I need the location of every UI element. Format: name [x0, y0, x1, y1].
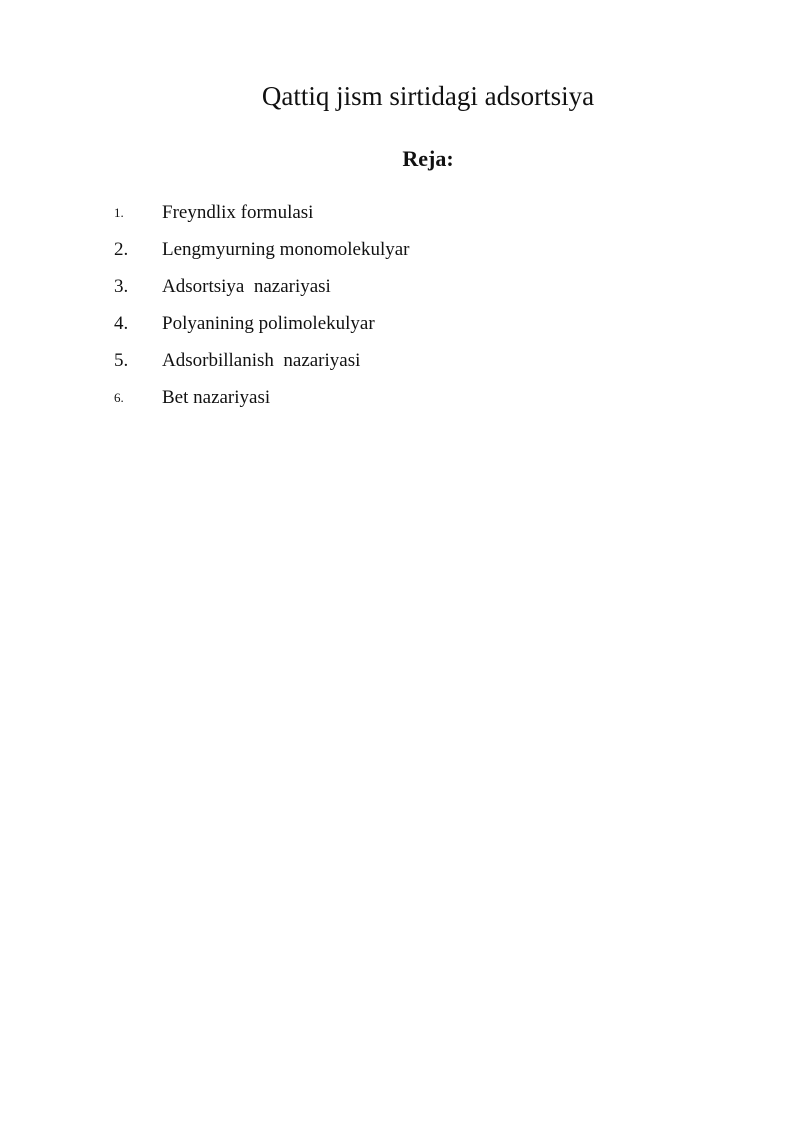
plan-item-number: 4.: [114, 313, 129, 334]
plan-item: [0, 385, 800, 411]
plan-heading: Reja:: [402, 146, 454, 171]
plan-item-text: Adsortsiya nazariyasi: [162, 276, 331, 297]
plan-item-number: 6.: [114, 390, 124, 405]
plan-item: [0, 311, 800, 337]
plan-item-text: Lengmyurning monomolekulyar: [162, 239, 410, 260]
plan-item-text: Freyndlix formulasi: [162, 202, 314, 223]
plan-item-number: 5.: [114, 350, 129, 371]
plan-item-number: 2.: [114, 239, 129, 260]
plan-item-number: 3.: [114, 276, 129, 297]
plan-item-number: 1.: [114, 205, 124, 220]
plan-item-text: Bet nazariyasi: [162, 387, 271, 408]
plan-item: [0, 200, 800, 226]
plan-item: [0, 237, 800, 263]
plan-item-text: Polyanining polimolekulyar: [162, 313, 375, 334]
plan-item: [0, 348, 800, 374]
document-title: Qattiq jism sirtidagi adsortsiya: [261, 81, 595, 111]
plan-item-text: Adsorbillanish nazariyasi: [162, 350, 361, 371]
plan-item: [0, 274, 800, 300]
